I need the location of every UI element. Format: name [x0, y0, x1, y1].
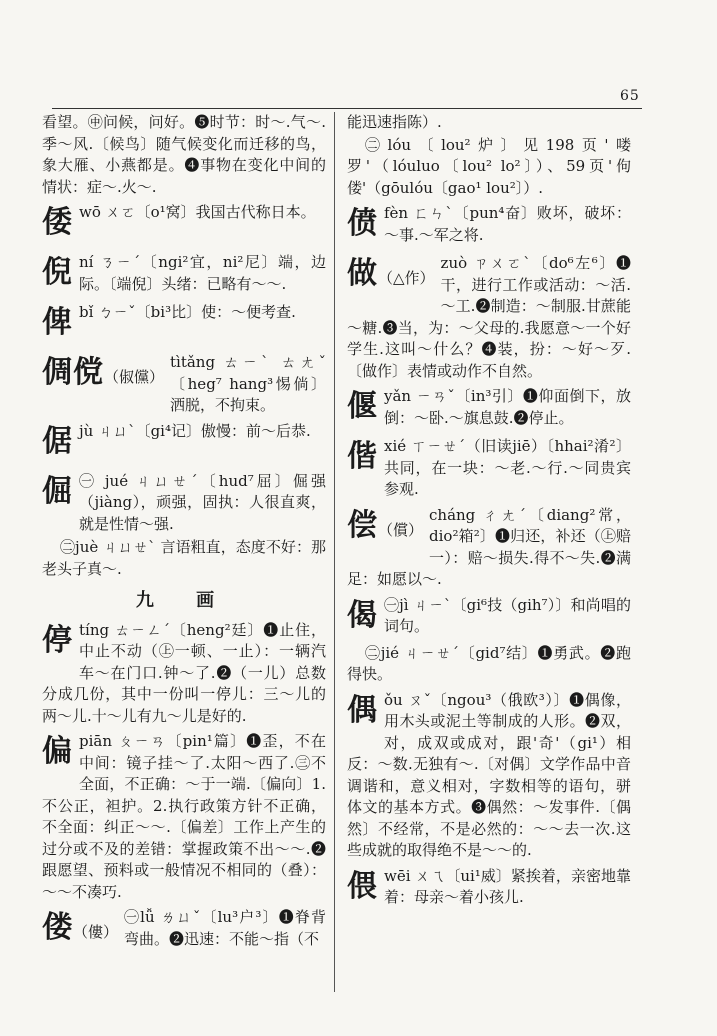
dictionary-entry	[347, 690, 631, 862]
entry-body: wēi ㄨㄟ〔ui¹威〕紧挨着，亲密地靠着：母亲～着小孩儿.	[384, 866, 631, 906]
entry-headword: 偾	[347, 206, 378, 241]
dictionary-entry	[347, 505, 631, 591]
entry-headword: 倜傥（俶儻）	[42, 355, 165, 390]
entry-body: ㊀lǚ ㄌㄩˇ〔lu³户³〕❶脊背弯曲。❷迅速：不能～指（不	[124, 908, 326, 948]
dictionary-entry	[42, 421, 326, 467]
entry-sense: ㊁lóu〔lou²炉〕见198页'喽罗'（lóuluo〔lou² lo²〕）、59页'佝偻'（gōulóu〔gao¹ lou²〕）.	[347, 135, 631, 197]
entry-headword: 俾	[42, 305, 73, 340]
dictionary-entry	[42, 252, 326, 298]
dictionary-entry	[347, 436, 631, 501]
dictionary-entry	[347, 253, 631, 382]
entry-headword: 倨	[42, 423, 73, 459]
entry-body: tìtǎng ㄊㄧˋ ㄊㄤˇ〔heg⁷ hang³惕倘〕洒脱，不拘束。	[170, 353, 326, 414]
dictionary-entry	[42, 352, 326, 417]
entry-body: ní ㄋㄧˊ〔ngi²宜，ni²尼〕端，边际。〔端倪〕头绪：已略有～～.	[79, 253, 326, 293]
entry-headword: 偿（償）	[347, 507, 424, 543]
entry-headword: 偻（僂）	[42, 910, 119, 945]
entry-body: ㊀jì ㄐㄧˋ〔gi⁶技（gih⁷）〕和尚唱的词句。	[384, 595, 631, 635]
entry-headword: 偶	[347, 692, 378, 728]
entry-body: piān ㄆㄧㄢ〔pin¹篇〕❶歪，不在中间：镜子挂～了.太阳～西了.㊂不全面，不正确：～于一端.〔偏向〕1.不公正，袒护。2.执行政策方针不正确，不全面：纠正～～.〔偏差〕工作上产生的过分或不及的差错：掌握政策不出～～.❷跟愿望、预料或一般情况不相同的（叠）：～～不凑巧.	[42, 732, 326, 901]
entry-body: ㊀ jué ㄐㄩㄝˊ〔hud⁷屈〕倔强（jiàng），顽强，固执：人很直爽，就是性情～强.	[79, 471, 326, 533]
entry-headword: 偈	[347, 597, 378, 633]
entry-body: cháng ㄔㄤˊ〔diang²常，dio²箱²〕❶归还，补还（㊤赔一）：赔～损失.得不～失.❷满足：如愿以～.	[347, 505, 631, 588]
right-continuation: 能迅速指陈）.	[347, 113, 442, 131]
dictionary-entry	[42, 907, 326, 953]
entry-headword: 做（△作）	[347, 256, 435, 291]
section-heading: 九 画	[135, 590, 233, 611]
dictionary-entry	[347, 595, 631, 641]
entry-headword: 偕	[347, 439, 378, 474]
dictionary-entry	[347, 203, 631, 249]
entry-body: ǒu ㄡˇ〔ngou³（俄欧³）〕❶偶像，用木头或泥土等制成的人形。❷双，对，成双或成对，跟'奇'（gi¹）相反：～数.无独有～.〔对偶〕文学作品中音调谐和，意义相对，字数相等的语句，骈体文的基本方式。❸偶然：～发事件.〔偶然〕不经常，不是必然的：～～去一次.这些成就的取得绝不是～～的.	[347, 690, 631, 859]
dictionary-entry	[42, 471, 326, 536]
entry-headword: 倭	[42, 205, 73, 240]
dictionary-entry	[42, 731, 326, 903]
entry-headword: 倪	[42, 255, 73, 290]
right-column	[347, 112, 631, 992]
dictionary-entry	[42, 202, 326, 248]
entry-headword: 偎	[347, 868, 378, 904]
entry-headword: 停	[42, 622, 73, 658]
entry-sense: ㊁juè ㄐㄩㄝˋ 言语粗直，态度不好：那老头子真～.	[42, 538, 326, 578]
left-continuation: 看望。㊥问候，问好。❺时节：时～.气～.季～风.〔候鸟〕随气候变化而迁移的鸟，象大雁、小燕都是。❹事物在变化中间的情状：症～.火～.	[42, 113, 326, 196]
left-column	[42, 112, 326, 992]
dictionary-entry	[347, 386, 631, 432]
dictionary-entry	[42, 302, 326, 348]
entry-headword: 偃	[347, 389, 378, 424]
entry-headword: 倔	[42, 473, 73, 509]
entry-body: wō ㄨㄛ〔o¹窝〕我国古代称日本。	[79, 203, 316, 221]
entry-body: tíng ㄊㄧㄥˊ〔heng²廷〕❶止住，中止不动（㊤一顿、一止）：一辆汽车～在门口.钟～了.❷（一儿）总数分成几份，其中一份叫一停儿：三～儿的两～儿.十～儿有九～儿是好的.	[42, 620, 326, 725]
entry-body: bǐ ㄅㄧˇ〔bi³比〕使：～便考查.	[79, 303, 296, 321]
entry-body: yǎn ㄧㄢˇ〔in³引〕❶仰面倒下，放倒：～卧.～旗息鼓.❷停止。	[384, 387, 631, 427]
entry-body: xié ㄒㄧㄝˊ（旧读jiē）〔hhai²淆²〕共同，在一块：～老.～行.～同贵宾参观.	[384, 437, 631, 498]
entry-body: zuò ㄗㄨㄛˋ〔do⁶左⁶〕❶干，进行工作或活动：～活.～工.❷制造：～制服.甘蔗能～糖.❸当，为：～父母的.我愿意～一个好学生.这叫～什么？❹装，扮：～好～歹.〔做作〕表情或动作不自然。	[347, 254, 631, 380]
dictionary-entry	[347, 866, 631, 912]
entry-body: fèn ㄈㄣˋ〔pun⁴奋〕败坏，破坏：～事.～军之将.	[384, 204, 631, 244]
top-rule	[52, 108, 642, 109]
column-divider	[334, 112, 335, 992]
entry-sense: ㊁jié ㄐㄧㄝˊ〔gid⁷结〕❶勇武。❷跑得快。	[347, 643, 631, 683]
entry-headword: 偏	[42, 734, 73, 769]
entry-body: jù ㄐㄩˋ〔gi⁴记〕傲慢：前～后恭.	[79, 421, 311, 440]
page-number: 65	[620, 88, 640, 104]
dictionary-entry	[42, 620, 326, 728]
